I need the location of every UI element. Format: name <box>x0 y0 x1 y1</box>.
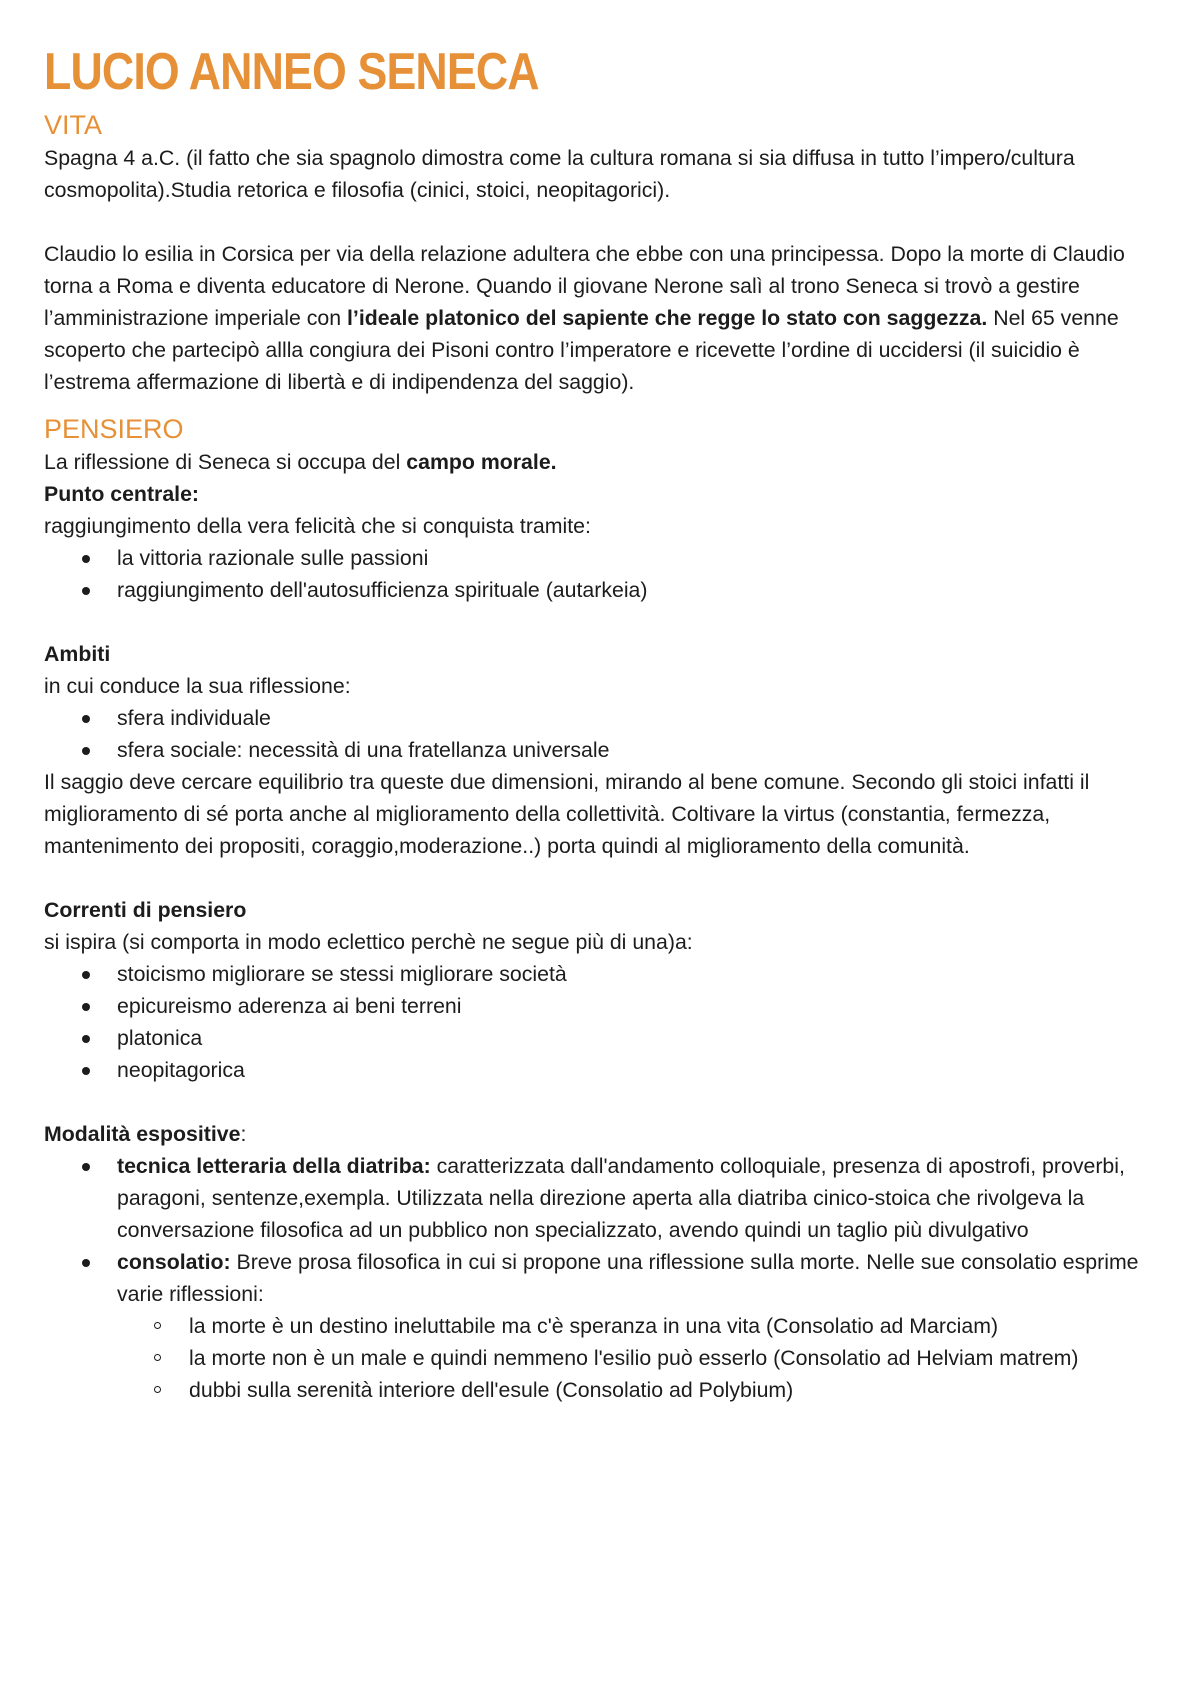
ambiti-label <box>44 638 1160 670</box>
sub-list-item: la morte non è un male e quindi nemmeno l'esilio può esserlo (Consolatio ad Helviam matrem) <box>44 1342 1160 1374</box>
section-heading-vita: VITA <box>44 110 103 140</box>
list-item: sfera sociale: necessità di una fratellanza universale <box>44 734 1160 766</box>
list-item: platonica <box>44 1022 1160 1054</box>
punto-label <box>44 478 1160 510</box>
list-item: la vittoria razionale sulle passioni <box>44 542 1160 574</box>
section-heading-pensiero: PENSIERO <box>44 414 184 444</box>
list-item-consolatio <box>44 1246 1160 1406</box>
diatriba-text: caratterizzata dall'andamento colloquiale, presenza di apostrofi, proverbi, paragoni, sentenze,exempla. Utilizzata nella direzione aperta alla diatriba cinico-stoica che rivolgeva la conversazione filosofica ad un pubblico non specializzato, avendo quindi un taglio più divulgativo <box>117 1154 1125 1242</box>
list-item: sfera individuale <box>44 702 1160 734</box>
list-item: stoicismo migliorare se stessi migliorare società <box>44 958 1160 990</box>
list-item: epicureismo aderenza ai beni terreni <box>44 990 1160 1022</box>
punto-list <box>44 542 1160 606</box>
diatriba-bold: tecnica letteraria della diatriba: <box>117 1154 431 1178</box>
modalita-label <box>44 1118 1160 1150</box>
consolatio-text: Breve prosa filosofica in cui si propone una riflessione sulla morte. Nelle sue consolatio esprime varie riflessioni: <box>117 1250 1139 1306</box>
pensiero-intro <box>44 446 1160 478</box>
vita-text: Nel 65 venne scoperto che partecipò allla congiura dei Pisoni contro l’imperatore e ricevette l’ordine di uccidersi (il suicidio è l’estrema affermazione di libertà e di indipendenza del saggio). <box>44 306 1119 394</box>
punto-label-text: Punto centrale: <box>44 482 200 506</box>
vita-text: Claudio lo esilia in Corsica per via della relazione adultera che ebbe con una principessa. Dopo la morte di Claudio torna a Roma e diventa educatore di Nerone. Quando il giovane Nerone salì al trono Seneca si trovò a gestire l’amministrazione imperiale con <box>44 242 1125 330</box>
correnti-list <box>44 958 1160 1086</box>
ambiti-text: in cui conduce la sua riflessione: <box>44 674 351 698</box>
list-item-diatriba <box>44 1150 1160 1246</box>
modalita-label-text: Modalità espositive <box>44 1122 241 1146</box>
vita-bold-text: l’ideale platonico del sapiente che regge lo stato con saggezza. <box>347 306 988 330</box>
modalita-list <box>44 1150 1160 1406</box>
list-item: neopitagorica <box>44 1054 1160 1086</box>
sub-list-item: dubbi sulla serenità interiore dell'esule (Consolatio ad Polybium) <box>44 1374 1160 1406</box>
document-title: LUCIO ANNEO SENECA <box>44 43 539 101</box>
vita-paragraph-1: Spagna 4 a.C. (il fatto che sia spagnolo dimostra come la cultura romana si sia diffusa in tutto l’impero/cultura cosmopolita).Studia retorica e filosofia (cinici, stoici, neopitagorici). <box>44 146 1075 202</box>
list-item: raggiungimento dell'autosufficienza spirituale (autarkeia) <box>44 574 1160 606</box>
correnti-label-text: Correnti di pensiero <box>44 898 247 922</box>
correnti-text: si ispira (si comporta in modo eclettico perchè ne segue più di una)a: <box>44 930 693 954</box>
consolatio-sublist <box>117 1310 1160 1406</box>
consolatio-bold: consolatio: <box>117 1250 231 1274</box>
vita-paragraph-2 <box>44 238 1160 398</box>
ambiti-list <box>44 702 1160 766</box>
correnti-label <box>44 894 1160 926</box>
sub-list-item: la morte è un destino ineluttabile ma c'è speranza in una vita (Consolatio ad Marciam) <box>44 1310 1160 1342</box>
pensiero-intro-bold: campo morale. <box>406 450 557 474</box>
punto-text: raggiungimento della vera felicità che si conquista tramite: <box>44 514 591 538</box>
pensiero-intro-text: La riflessione di Seneca si occupa del <box>44 450 407 474</box>
ambiti-paragraph: Il saggio deve cercare equilibrio tra queste due dimensioni, mirando al bene comune. Secondo gli stoici infatti il miglioramento di sé porta anche al miglioramento della collettività. Coltivare la virtus (constantia, fermezza, mantenimento dei propositi, coraggio,moderazione..) porta quindi al miglioramento della comunità. <box>44 770 1090 858</box>
modalita-colon: : <box>240 1122 247 1146</box>
ambiti-label-text: Ambiti <box>44 642 111 666</box>
